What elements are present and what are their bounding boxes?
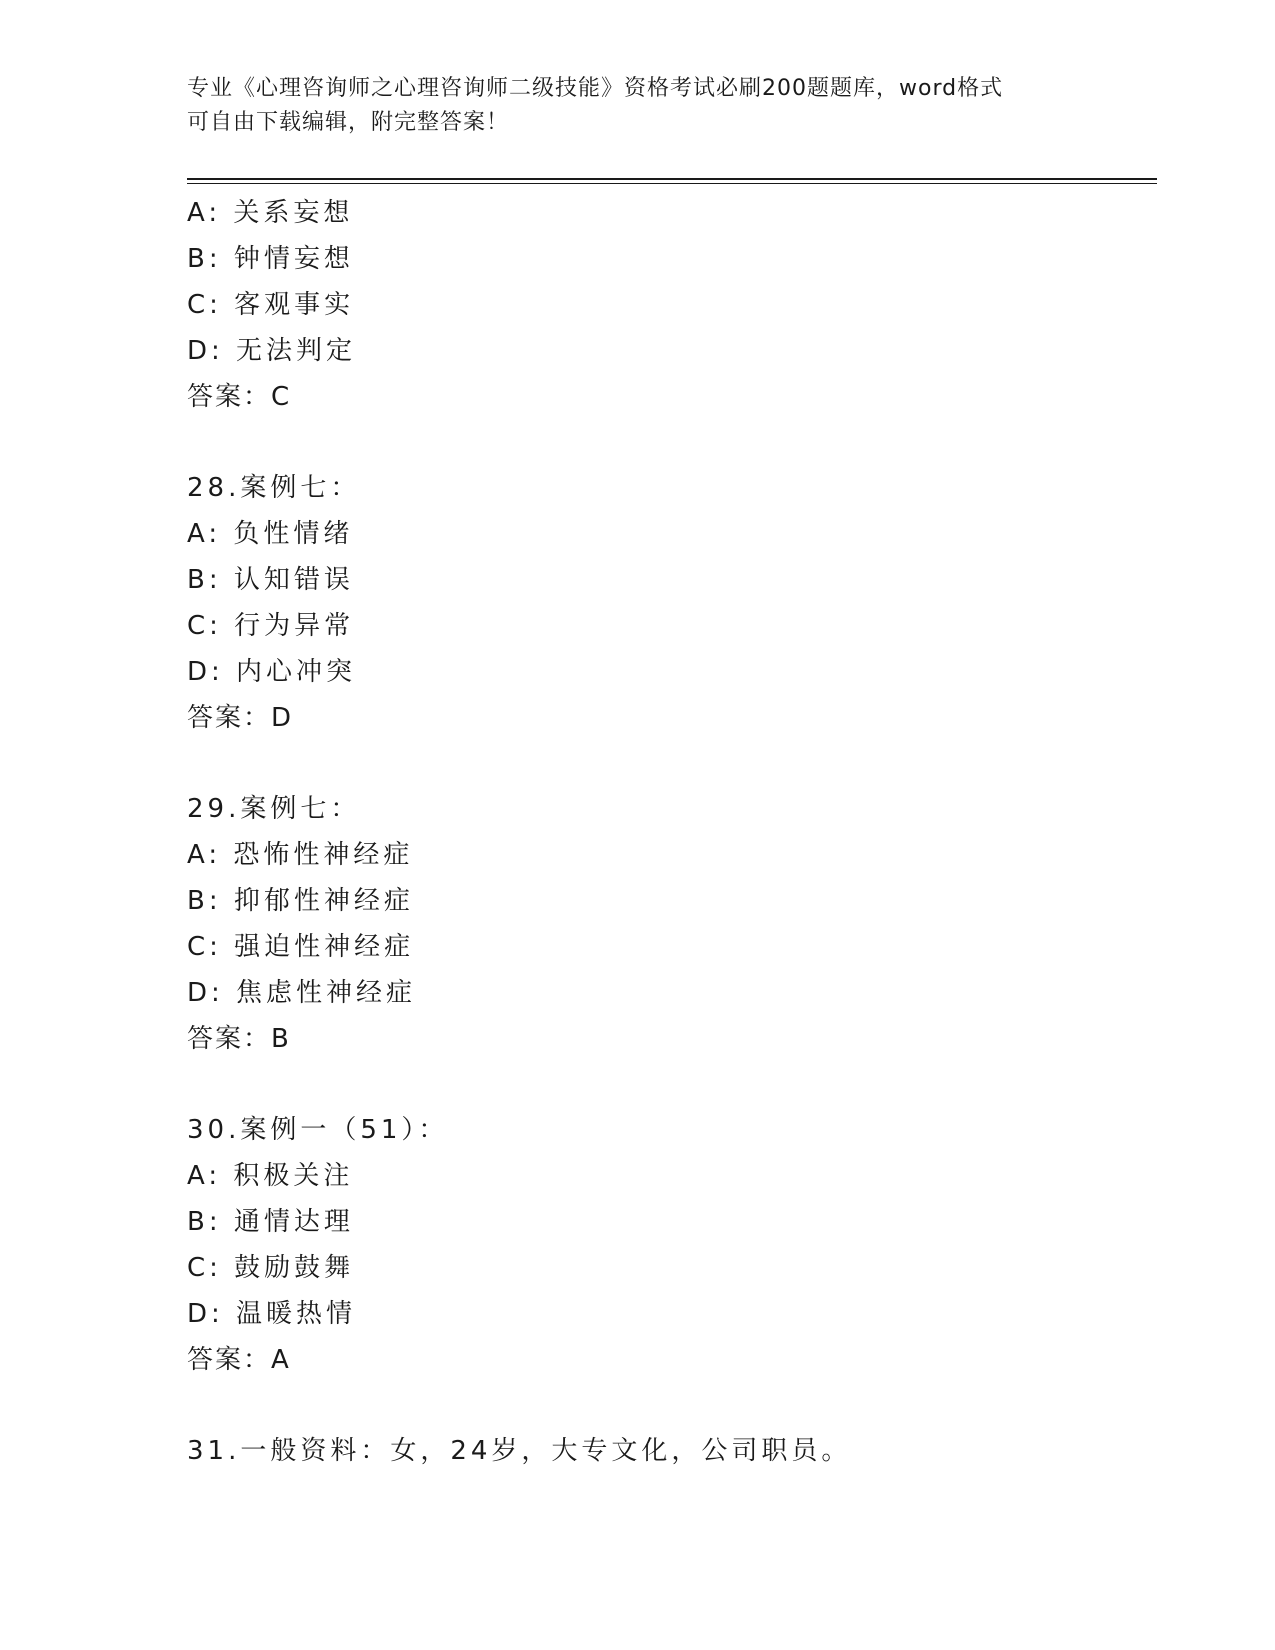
question-block-30 <box>187 1107 1137 1383</box>
question-title: 30.案例一（51）： <box>187 1115 449 1145</box>
question-title: 31.一般资料：女，24岁，大专文化，公司职员。 <box>187 1436 852 1466</box>
option-b: B: 认知错误 <box>187 565 354 595</box>
header-line-1: 专业《心理咨询师之心理咨询师二级技能》资格考试必刷200题题库，word格式 <box>187 76 1004 101</box>
option-b: B: 抑郁性神经症 <box>187 886 414 916</box>
question-block-29 <box>187 786 1137 1062</box>
answer-line: 答案：B <box>187 1024 291 1054</box>
document-header <box>187 72 1067 140</box>
question-title: 29.案例七： <box>187 794 361 824</box>
option-d: D: 无法判定 <box>187 336 357 366</box>
answer-line: 答案：D <box>187 703 294 733</box>
question-title: 28.案例七： <box>187 473 361 503</box>
option-c: C: 行为异常 <box>187 611 355 641</box>
question-block-31 <box>187 1428 1137 1474</box>
option-c: C: 客观事实 <box>187 290 355 320</box>
question-block-28 <box>187 465 1137 741</box>
header-rule-thin <box>187 183 1157 184</box>
question-block-27 <box>187 190 1137 420</box>
answer-line: 答案：A <box>187 1345 291 1375</box>
header-line-2: 可自由下载编辑，附完整答案！ <box>187 110 510 135</box>
option-d: D: 焦虑性神经症 <box>187 978 417 1008</box>
option-b: B: 钟情妄想 <box>187 244 354 274</box>
option-d: D: 内心冲突 <box>187 657 357 687</box>
option-a: A: 负性情绪 <box>187 519 354 549</box>
option-a: A: 积极关注 <box>187 1161 354 1191</box>
option-b: B: 通情达理 <box>187 1207 354 1237</box>
option-c: C: 强迫性神经症 <box>187 932 415 962</box>
option-c: C: 鼓励鼓舞 <box>187 1253 355 1283</box>
option-a: A: 恐怖性神经症 <box>187 840 414 870</box>
header-rule-thick <box>187 178 1157 180</box>
option-d: D: 温暖热情 <box>187 1299 357 1329</box>
option-a: A: 关系妄想 <box>187 198 354 228</box>
answer-line: 答案：C <box>187 382 292 412</box>
question-list <box>187 190 1137 1474</box>
